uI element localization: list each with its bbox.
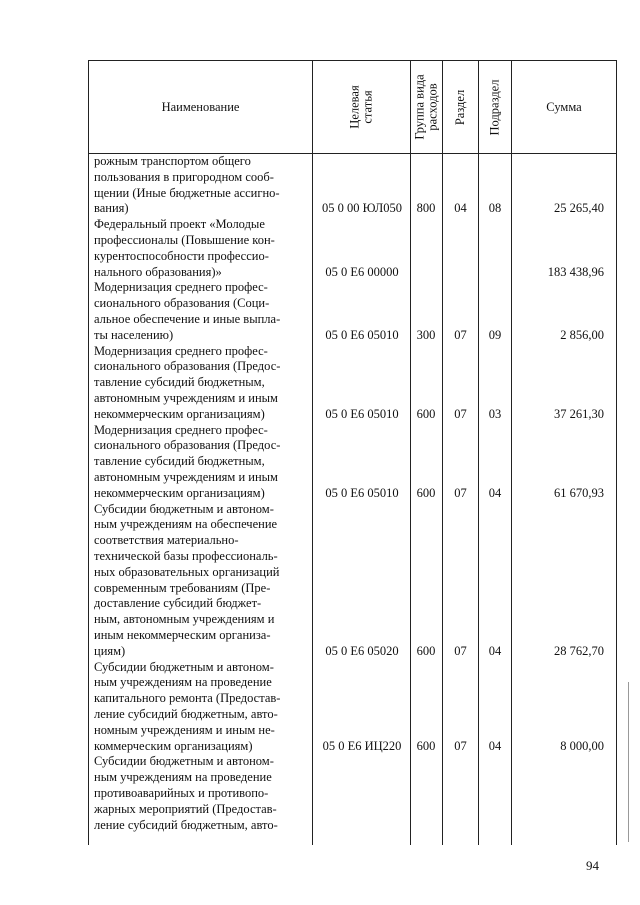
header-target-article [313,61,410,153]
column-divider [442,60,443,845]
header-subsection [479,61,511,153]
row-name [94,423,308,502]
row-group: 300 [416,327,436,342]
row-group: 600 [416,485,436,500]
row-name [94,217,308,280]
row-name-line: Федеральный проект «Молодые [94,217,265,232]
header-sum [512,61,616,153]
row-name [94,754,308,833]
row-name-line: ты населению) [94,327,174,342]
row-sum: 183 438,96 [547,264,604,279]
row-name-line: ным учреждениям на обеспечение [94,517,278,532]
row-name-line: альное обеспечение и иные выпла- [94,311,281,326]
header-target-article-line1: Целевая [347,85,362,129]
row-name [94,344,308,423]
row-name-line: противоаварийных и противопо- [94,785,269,800]
row-name-line: ным учреждениям на проведение [94,675,272,690]
row-section: 07 [454,485,467,500]
row-name-line: щении (Иные бюджетные ассигно- [94,185,280,200]
row-name-line: вания) [94,201,129,216]
row-sum: 25 265,40 [554,201,604,216]
table-border-right [616,60,617,845]
row-name-line: Субсидии бюджетным и автоном- [94,659,274,674]
page-number: 94 [586,858,599,873]
row-subsection: 04 [488,643,502,658]
column-divider [410,60,411,845]
row-name [94,280,308,343]
row-name-line: ных образовательных организаций [94,564,280,579]
row-name-line: технической базы профессиональ- [94,548,278,563]
header-group-label [414,74,440,139]
row-code: 05 0 00 ЮЛ050 [321,201,403,216]
row-name-line: автономным учреждениям и иным [94,469,278,484]
row-name-line: Модернизация среднего профес- [94,280,268,295]
header-group-line1: Группа вида [412,74,427,140]
header-group-line2: расходов [425,83,440,131]
row-subsection: 09 [488,327,502,342]
row-name-line: Модернизация среднего профес- [94,422,268,437]
row-name-line: ным учреждениям на проведение [94,770,272,785]
header-group [411,61,442,153]
row-section: 07 [454,643,467,658]
row-sum: 28 762,70 [554,643,604,658]
row-sum: 2 856,00 [560,327,604,342]
header-subsection-label: Подраздел [487,79,502,135]
row-name-line: сионального образования (Предос- [94,438,281,453]
row-name-line: некоммерческим организациям) [94,406,265,421]
row-group: 600 [416,643,436,658]
row-name-line: ление субсидий бюджетным, авто- [94,817,278,832]
row-name [94,154,308,217]
row-name-line: соответствия материально- [94,533,239,548]
row-code: 05 0 Е6 00000 [325,264,399,279]
row-group: 600 [416,406,436,421]
header-section [443,61,478,153]
row-name-line: сионального образования (Предос- [94,359,281,374]
column-divider [478,60,479,845]
row-sum: 61 670,93 [554,485,604,500]
row-code: 05 0 Е6 05020 [325,643,399,658]
row-name-line: современным требованиям (Пре- [94,580,271,595]
row-code: 05 0 Е6 05010 [325,327,399,342]
row-name-line: ление субсидий бюджетным, авто- [94,706,278,721]
header-target-article-label [349,85,375,128]
row-sum: 8 000,00 [560,738,604,753]
row-name [94,502,308,660]
header-section-label: Раздел [453,89,468,125]
row-name-line: нального образования)» [94,264,222,279]
row-name-line: номным учреждениям и иным не- [94,722,275,737]
row-name-line: тавление субсидий бюджетным, [94,454,265,469]
row-name-line: иным некоммерческим организа- [94,627,271,642]
row-group: 600 [416,738,436,753]
header-sum-label: Сумма [546,99,582,114]
row-name-line: автономным учреждениям и иным [94,390,278,405]
row-name-line: сионального образования (Соци- [94,296,270,311]
header-name [89,61,312,153]
row-section: 07 [454,327,467,342]
row-name-line: Модернизация среднего профес- [94,343,268,358]
row-name-line: тавление субсидий бюджетным, [94,375,265,390]
row-group: 800 [416,201,436,216]
row-name-line: жарных мероприятий (Предостав- [94,801,277,816]
row-code: 05 0 Е6 05010 [325,485,399,500]
row-subsection: 03 [488,406,502,421]
row-name-line: капитального ремонта (Предостав- [94,691,281,706]
row-name-line: доставление субсидий бюджет- [94,596,262,611]
header-target-article-line2: статья [360,90,375,124]
row-code: 05 0 Е6 ИЦ220 [322,738,402,753]
row-name-line: профессионалы (Повышение кон- [94,232,275,247]
row-name-line: курентоспособности профессио- [94,248,269,263]
row-name-line: коммерческим организациям) [94,738,253,753]
row-section: 07 [454,738,467,753]
row-code: 05 0 Е6 05010 [325,406,399,421]
row-name-line: некоммерческим организациям) [94,485,265,500]
table-border-left [88,60,89,845]
row-section: 07 [454,406,467,421]
row-section: 04 [454,201,467,216]
column-divider [511,60,512,845]
row-sum: 37 261,30 [554,406,604,421]
header-name-label: Наименование [161,99,240,114]
row-name [94,660,308,755]
scan-edge-line [628,682,629,842]
column-divider [312,60,313,845]
row-name-line: ным, автономным учреждениям и [94,612,275,627]
budget-table [88,60,617,845]
row-name-line: циям) [94,643,126,658]
row-subsection: 08 [488,201,502,216]
row-name-line: пользования в пригородном сооб- [94,169,274,184]
row-subsection: 04 [488,485,502,500]
row-name-line: рожным транспортом общего [94,154,251,168]
row-name-line: Субсидии бюджетным и автоном- [94,501,274,516]
row-name-line: Субсидии бюджетным и автоном- [94,754,274,769]
row-subsection: 04 [488,738,502,753]
